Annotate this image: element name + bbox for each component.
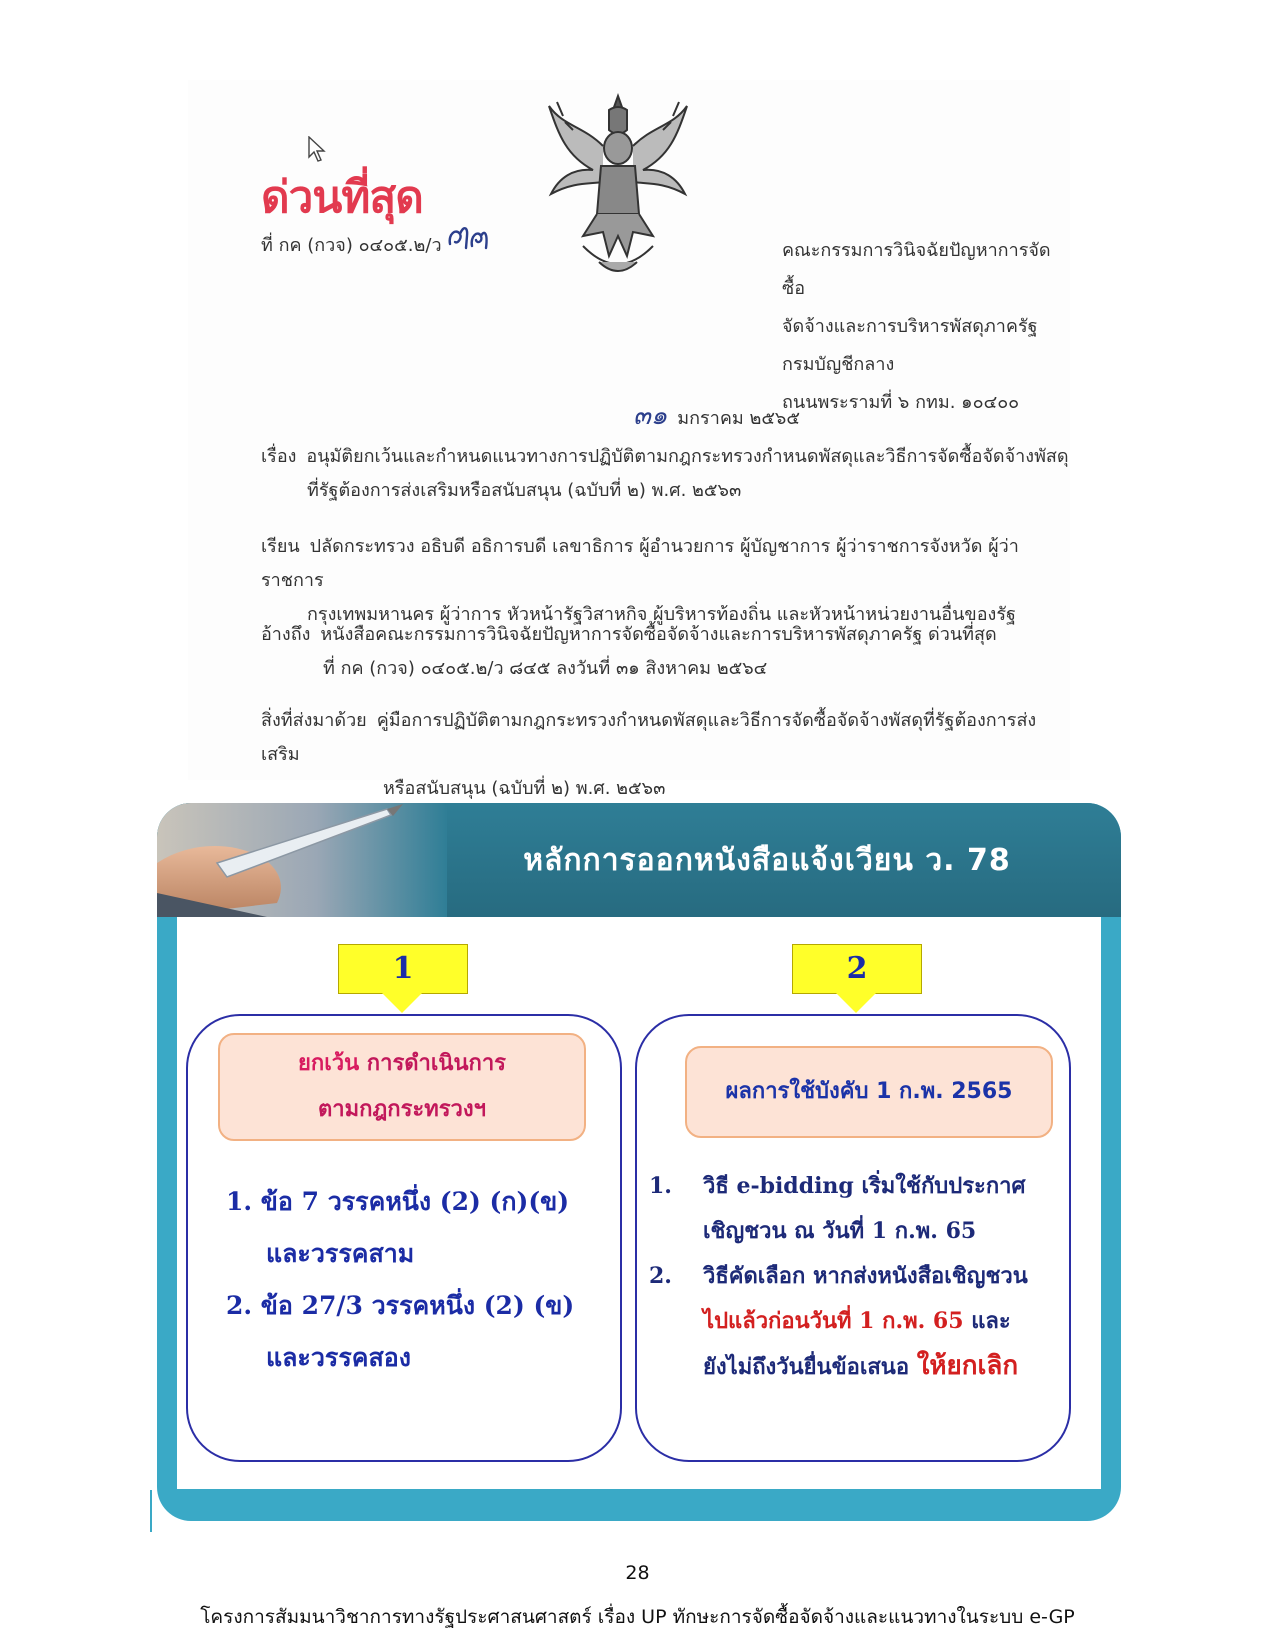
enclosure-line: คู่มือการปฏิบัติตามกฎกระทรวงกำหนดพัสดุและวิธีการจัดซื้อจัดจ้างพัสดุที่รัฐต้องการส่งเสริม bbox=[261, 710, 1037, 765]
list-line: เชิญชวน ณ วันที่ 1 ก.พ. 65 bbox=[703, 1218, 977, 1244]
letter-date bbox=[633, 395, 800, 436]
org-line: จัดจ้างและการบริหารพัสดุภาครัฐ bbox=[782, 316, 1038, 337]
list-item: 1. ข้อ 7 วรรคหนึ่ง (2) (ก)(ข) bbox=[226, 1187, 570, 1216]
number-badge-2: 2 bbox=[792, 944, 922, 994]
exemption-heading-text: การดำเนินการ bbox=[359, 1051, 506, 1076]
recipient-label: เรียน bbox=[261, 536, 300, 557]
exemption-list bbox=[226, 1176, 574, 1384]
list-line-tail: และ bbox=[963, 1308, 1011, 1334]
letter-scan bbox=[188, 80, 1070, 799]
list-line bbox=[703, 1344, 1067, 1390]
list-number: 1. bbox=[649, 1173, 672, 1199]
recipient-line: ปลัดกระทรวง อธิบดี อธิการบดี เลขาธิการ ผู้อำนวยการ ผู้บัญชาการ ผู้ว่าราชการจังหวัด ผู้ว่าราชการ bbox=[261, 536, 1019, 591]
divider bbox=[150, 1490, 152, 1532]
down-arrow-icon bbox=[382, 993, 422, 1013]
garuda-emblem-icon bbox=[543, 86, 693, 286]
list-text bbox=[703, 1164, 1067, 1254]
list-text bbox=[703, 1254, 1067, 1390]
subject-label: เรื่อง bbox=[261, 446, 297, 467]
subject-paragraph bbox=[261, 440, 1069, 508]
enclosure-line: หรือสนับสนุน (ฉบับที่ ๒) พ.ศ. ๒๕๖๓ bbox=[383, 778, 666, 799]
exemption-heading-text: ตามกฎกระทรวงฯ bbox=[318, 1097, 486, 1122]
org-line: กรมบัญชีกลาง bbox=[782, 354, 895, 375]
list-item: และวรรคสอง bbox=[266, 1343, 411, 1372]
reference-paragraph bbox=[261, 618, 997, 686]
exemption-heading bbox=[218, 1033, 586, 1141]
mouse-cursor-icon bbox=[308, 136, 326, 162]
page-number: 28 bbox=[625, 1562, 650, 1584]
down-arrow-icon bbox=[836, 993, 876, 1013]
exemption-panel bbox=[186, 1014, 622, 1462]
organization-address bbox=[782, 232, 1070, 422]
slide-header bbox=[157, 803, 1121, 917]
list-item bbox=[649, 1164, 1067, 1254]
date-day: ๓๑ bbox=[633, 401, 668, 431]
list-item bbox=[649, 1254, 1067, 1390]
org-line: ถนนพระรามที่ ๖ กทม. ๑๐๔๐๐ bbox=[782, 392, 1020, 413]
org-line: คณะกรรมการวินิจฉัยปัญหาการจัดซื้อ bbox=[782, 240, 1051, 299]
list-line: วิธี e-bidding เริ่มใช้กับประกาศ bbox=[703, 1173, 1026, 1199]
handwritten-number-icon bbox=[446, 222, 490, 252]
enclosure-paragraph bbox=[261, 704, 1070, 806]
reference-line: หนังสือคณะกรรมการวินิจฉัยปัญหาการจัดซื้อจัดจ้างและการบริหารพัสดุภาครัฐ ด่วนที่สุด bbox=[320, 624, 997, 645]
subject-line: อนุมัติยกเว้นและกำหนดแนวทางการปฏิบัติตามกฎกระทรวงกำหนดพัสดุและวิธีการจัดซื้อจัดจ้างพัสดุ bbox=[306, 446, 1069, 467]
document-number: ที่ กค (กวจ) ๐๔๐๕.๒/ว bbox=[261, 235, 442, 256]
number-badge-1: 1 bbox=[338, 944, 468, 994]
cancel-highlight: ให้ยกเลิก bbox=[916, 1351, 1019, 1381]
reference-label: อ้างถึง bbox=[261, 624, 311, 645]
hand-pen-photo-icon bbox=[157, 803, 447, 917]
page-footer: โครงการสัมมนาวิชาการทางรัฐประศาสนศาสตร์ เรื่อง UP ทักษะการจัดซื้อจัดจ้างและแนวทางในระบบ e-GP bbox=[200, 1606, 1075, 1628]
effect-heading: ผลการใช้บังคับ 1 ก.พ. 2565 bbox=[685, 1046, 1053, 1138]
slide-title: หลักการออกหนังสือแจ้งเวียน ว. 78 bbox=[523, 843, 1011, 878]
reference-line: ที่ กค (กวจ) ๐๔๐๕.๒/ว ๘๔๕ ลงวันที่ ๓๑ สิงหาคม ๒๕๖๔ bbox=[323, 658, 768, 679]
effect-list bbox=[649, 1164, 1067, 1390]
highlight-text: ไปแล้วก่อนวันที่ 1 ก.พ. 65 bbox=[703, 1308, 964, 1334]
subject-line: ที่รัฐต้องการส่งเสริมหรือสนับสนุน (ฉบับที่ ๒) พ.ศ. ๒๕๖๓ bbox=[307, 480, 742, 501]
list-line-head: ยังไม่ถึงวันยื่นข้อเสนอ bbox=[703, 1354, 917, 1380]
list-item: และวรรคสาม bbox=[266, 1239, 415, 1268]
list-item: 2. ข้อ 27/3 วรรคหนึ่ง (2) (ข) bbox=[226, 1291, 575, 1320]
urgent-stamp: ด่วนที่สุด bbox=[261, 172, 423, 223]
recipient-paragraph bbox=[261, 530, 1070, 632]
date-month-year: มกราคม ๒๕๖๕ bbox=[677, 408, 800, 429]
effect-panel bbox=[635, 1014, 1071, 1462]
list-line: วิธีคัดเลือก หากส่งหนังสือเชิญชวน bbox=[703, 1263, 1028, 1289]
list-line bbox=[703, 1299, 1067, 1344]
enclosure-label: สิ่งที่ส่งมาด้วย bbox=[261, 710, 367, 731]
list-number: 2. bbox=[649, 1263, 672, 1289]
recipient-line: กรุงเทพมหานคร ผู้ว่าการ หัวหน้ารัฐวิสาหกิจ ผู้บริหารท้องถิ่น และหัวหน้าหน่วยงานอื่นของรัฐ bbox=[307, 604, 1016, 625]
exemption-keyword: ยกเว้น bbox=[297, 1051, 360, 1076]
